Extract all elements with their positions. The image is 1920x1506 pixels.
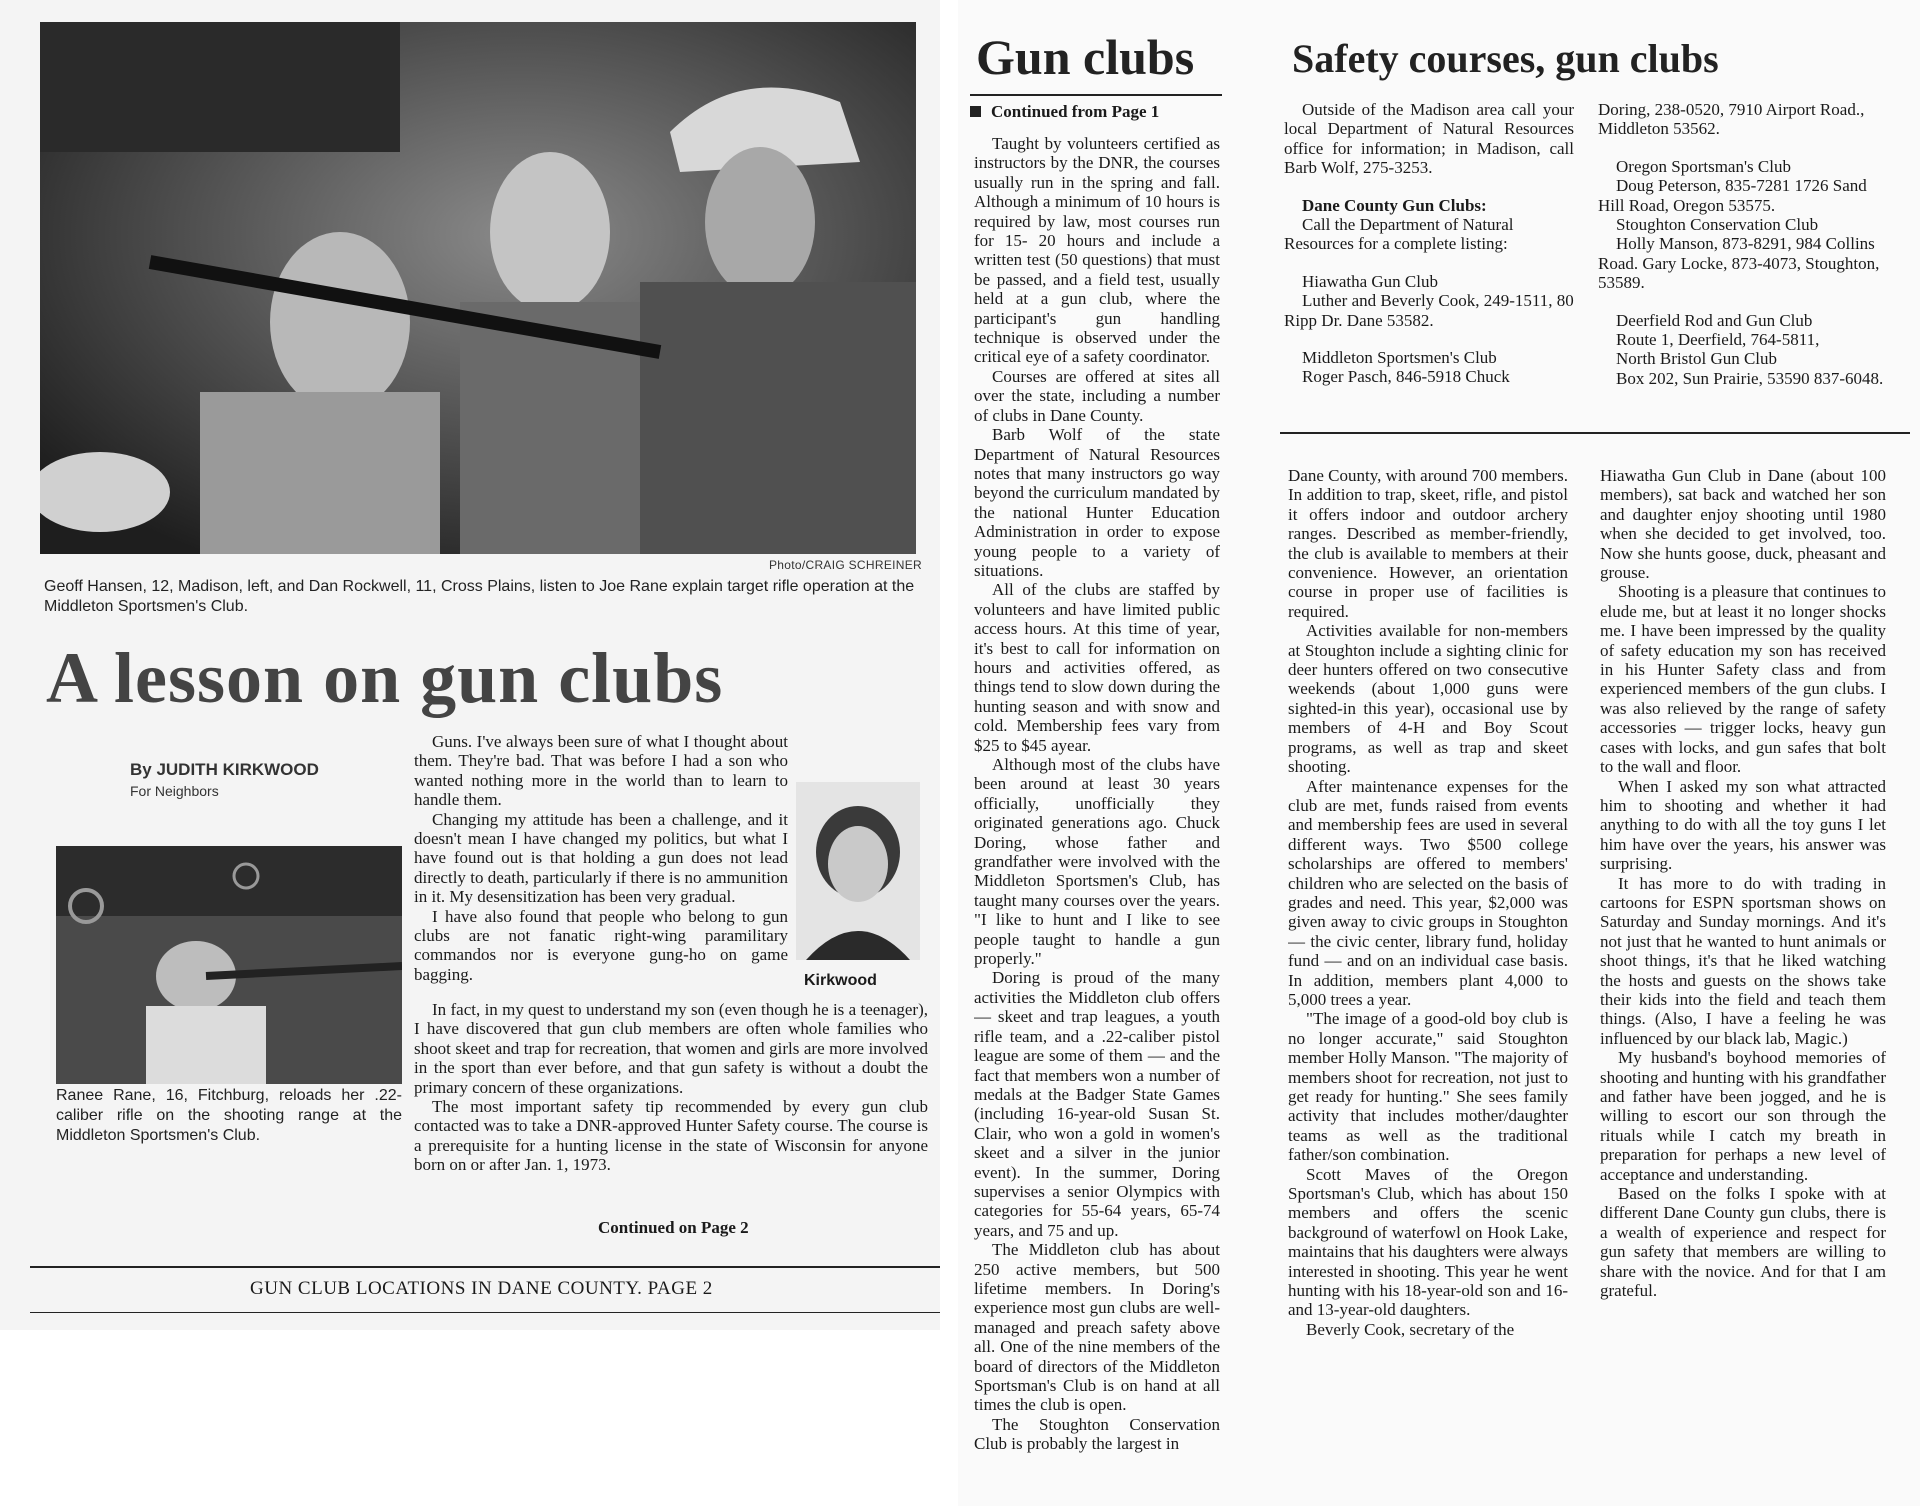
listing-column-1 <box>1284 100 1574 387</box>
listing-entry: North Bristol Gun Club <box>1616 349 1778 369</box>
right-column-3 <box>1600 466 1886 1476</box>
right-column-2 <box>1288 466 1568 1476</box>
paragraph: When I asked my son what attracted him to shooting and whether it had anything to do with all the toy guns I let him have over the years, his answer was surprising. <box>1600 776 1886 874</box>
range-photo-image <box>56 846 402 1084</box>
paragraph: Activities available for non-members at Stoughton include a sighting clinic for deer hunters offered on two consecutive weekends (about 1,000 guns were sighted-in this year), occasional use by members of 4-H and Boy Scout programs, as well as trap and skeet shooting. <box>1288 621 1568 777</box>
divider <box>30 1312 940 1313</box>
mugshot-caption: Kirkwood <box>804 972 877 989</box>
paragraph: Courses are offered at sites all over the state, including a number of clubs in Dane County. <box>974 366 1220 425</box>
paragraph: My husband's boyhood memories of shooting and hunting with his grandfather and father have been jogged, and he is willing to escort our son through the rituals while I catch my breath in preparation for perhaps a new level of acceptance and understanding. <box>1600 1048 1886 1184</box>
kirkwood-mugshot <box>796 782 920 960</box>
paragraph: "The image of a good-old boy club is no longer accurate," said Stoughton member Holly Manson. "The majority of members shoot for recreation, not just to get ready for hunting." She sees family activity that includes mother/daughter teams as well as the traditional father/son combination. <box>1288 1009 1568 1165</box>
listing-entry: Doug Peterson, 835-7281 1726 Sand Hill Road, Oregon 53575. <box>1598 176 1867 215</box>
listing-entry: Hiawatha Gun Club <box>1302 271 1438 291</box>
listing-entry: Stoughton Conservation Club <box>1616 215 1819 235</box>
listing-entry: Middleton Sportsmen's Club <box>1302 348 1497 368</box>
listing-column-2 <box>1598 100 1890 388</box>
listing-subhead: Dane County Gun Clubs: <box>1302 195 1487 215</box>
listing-entry: Holly Manson, 873-8291, 984 Collins Road. Gary Locke, 873-4073, Stoughton, 53589. <box>1598 234 1880 293</box>
paragraph: Dane County, with around 700 members. In addition to trap, skeet, rifle, and pistol it offers indoor and outdoor archery ranges. Described as member-friendly, the club is available to members at their convenience. However, an orientation course in proper use of facilities is required. <box>1288 466 1568 621</box>
paragraph: Although most of the clubs have been around at least 30 years officially, unofficially they originated generations ago. Chuck Doring, whose father and grandfather were involved with the Middleton Sportsmen's Club, has taught many courses over the years. "I like to hunt and I like to see people taught to handle a gun properly." <box>974 755 1220 969</box>
paragraph: The Middleton club has about 250 active members, but 500 lifetime members. In Doring's experience most gun clubs are well-managed and preach safety above all. One of the nine members of the board of directors of the Middleton Sportsman's Club is on hand at all times the club is open. <box>974 1240 1220 1415</box>
right-column-1 <box>974 134 1220 1474</box>
paragraph: All of the clubs are staffed by volunteers and have limited public access hours. At this time of year, it's best to call for information on hours and activities offered, as things tend to slow down during the hunting season and with snow and cold. Membership fees vary from $25 to $45 ayear. <box>974 580 1220 755</box>
listing-entry: Roger Pasch, 846-5918 Chuck <box>1302 367 1510 387</box>
main-photo <box>40 22 916 554</box>
paragraph: After maintenance expenses for the club are met, funds raised from events and membership fees are used in several different ways. Two $500 college scholarships are offered to members' children who are selected on the basis of grades and need. This year, $2,000 was given away to civic groups in Stoughton — the civic center, library fund, holiday fund — and on an individual case basis. In addition, members plant 4,000 to 5,000 trees a year. <box>1288 776 1568 1009</box>
byline-sub: For Neighbors <box>130 783 219 799</box>
listing-entry: Deerfield Rod and Gun Club <box>1616 310 1813 330</box>
square-bullet-icon <box>970 106 981 117</box>
paragraph: It has more to do with trading in cartoons for ESPN sportsman shows on Saturday and Sunday mornings. And it's not just that he wanted to hunt animals or shoot things, it's that he liked watching the hosts and guests on the shows take their kids into the field and teach them things. (Also, I have a feeling he was influenced by our black lab, Magic.) <box>1600 873 1886 1048</box>
range-photo-caption: Ranee Rane, 16, Fitchburg, reloads her .22-caliber rifle on the shooting range at the Middleton Sportsmen's Club. <box>56 1087 402 1144</box>
left-page <box>0 0 940 1330</box>
paragraph: Hiawatha Gun Club in Dane (about 100 members), sat back and watched her son and daughter enjoy shooting until 1980 when she decided to get involved, too. Now she hunts goose, duck, pheasant and grouse. <box>1600 466 1886 583</box>
listing-intro: Outside of the Madison area call your local Department of Natural Resources office for information; in Madison, call Barb Wolf, 275-3253. <box>1284 100 1574 178</box>
continued-on: Continued on Page 2 <box>598 1218 749 1237</box>
paragraph: The Stoughton Conservation Club is probably the largest in <box>974 1414 1220 1454</box>
continued-from-label: Continued from Page 1 <box>991 102 1160 121</box>
right-page <box>958 0 1920 1506</box>
paragraph: Shooting is a pleasure that continues to elude me, but at least it no longer shocks me. I have been impressed by the quality of safety education my son has received in his Hunter Safety class and from experienced members of the gun clubs. I was also relieved by the range of safety accessories — trigger locks, heavy gun cases with locks, and gun safes that bolt to the wall and floor. <box>1600 582 1886 777</box>
headline-safety-courses: Safety courses, gun clubs <box>1292 36 1719 81</box>
footer-locations: GUN CLUB LOCATIONS IN DANE COUNTY. PAGE 2 <box>250 1278 713 1299</box>
paragraph: In fact, in my quest to understand my son (even though he is a teenager), I have discovered that gun club members are often whole families who shoot skeet and trap for recreation, that women and girls are more involved in the sport than ever before, and that gun safety is without a doubt the primary concern of these organizations. <box>414 1000 928 1097</box>
headline: A lesson on gun clubs <box>46 638 724 718</box>
byline: By JUDITH KIRKWOOD <box>130 760 319 779</box>
paragraph: Taught by volunteers certified as instructors by the DNR, the courses usually run in the spring and fall. Although a minimum of 10 hours is required by law, most courses run for 15- 20 hours and include a written test (50 questions) that must be passed, and a field test, usually held at a gun club, where the participant's gun handling technique is observed under the critical eye of a safety coordinator. <box>974 134 1220 367</box>
photo-caption: Geoff Hansen, 12, Madison, left, and Dan Rockwell, 11, Cross Plains, listen to Joe Rane explain target rifle operation at the Middleton Sportsmen's Club. <box>44 578 915 615</box>
paragraph: The most important safety tip recommended by every gun club contacted was to take a DNR-approved Hunter Safety course. The course is a prerequisite for a hunting license in the state of Wisconsin for anyone born on or after Jan. 1, 1973. <box>414 1097 928 1175</box>
listing-entry: Doring, 238-0520, 7910 Airport Road., Middleton 53562. <box>1598 100 1865 139</box>
range-photo <box>56 846 402 1084</box>
divider <box>30 1266 940 1268</box>
main-photo-image <box>40 22 916 554</box>
listing-entry: Luther and Beverly Cook, 249-1511, 80 Ripp Dr. Dane 53582. <box>1284 291 1574 330</box>
continued-from <box>970 102 1159 122</box>
photo-credit: Photo/CRAIG SCHREINER <box>768 558 922 572</box>
paragraph: Barb Wolf of the state Department of Natural Resources notes that many instructors go way beyond the curriculum mandated by the national Hunter Education Administration in order to expose young people to a variety of situations. <box>974 425 1220 580</box>
kirkwood-mugshot-image <box>796 782 920 960</box>
paragraph: Based on the folks I spoke with at different Dane County gun clubs, there is a wealth of experience and respect for gun safety that members are willing to share with the novice. And for that I am grateful. <box>1600 1184 1886 1301</box>
article-body-left-wide <box>414 1000 928 1175</box>
divider <box>1280 432 1910 434</box>
paragraph: I have also found that people who belong to gun clubs are not fanatic right-wing paramilitary commandos nor is everyone gung-ho on game bagging. <box>414 906 788 984</box>
paragraph: Doring is proud of the many activities the Middleton club offers — skeet and trap leagues, a youth rifle team, and a .22-caliber pistol league are some of them — and the fact that members won a number of medals at the Badger State Games (including 16-year-old Susan St. Clair, who won a gold in women's skeet and a silver in the junior event). In the summer, Doring supervises a senior Olympics with categories for 55-64 years, 65-74 years, and 75 and up. <box>974 968 1220 1240</box>
listing-entry: Oregon Sportsman's Club <box>1616 156 1791 176</box>
headline-gun-clubs: Gun clubs <box>976 29 1195 85</box>
listing-entry: Route 1, Deerfield, 764-5811, <box>1616 330 1820 350</box>
paragraph: Beverly Cook, secretary of the <box>1306 1319 1515 1339</box>
listing-entry: Box 202, Sun Prairie, 53590 837-6048. <box>1616 368 1884 388</box>
listing-subtext: Call the Department of Natural Resources for a complete listing: <box>1284 215 1514 254</box>
paragraph: Guns. I've always been sure of what I thought about them. They're bad. That was before I had a son who wanted nothing more in the world than to learn to handle them. <box>414 732 788 810</box>
divider <box>970 94 1222 96</box>
paragraph: Changing my attitude has been a challenge, and it doesn't mean I have changed my politics, but what I have found out is that holding a gun does not lead directly to death, particularly if there is no ammunition in it. My desensitization has been very gradual. <box>414 809 788 907</box>
paragraph: Scott Maves of the Oregon Sportsman's Club, which has about 150 members and offers the scenic background of waterfowl on Hook Lake, maintains that his daughters were always interested in shooting. This year he went hunting with his 18-year-old son and 16- and 13-year-old daughters. <box>1288 1164 1568 1320</box>
